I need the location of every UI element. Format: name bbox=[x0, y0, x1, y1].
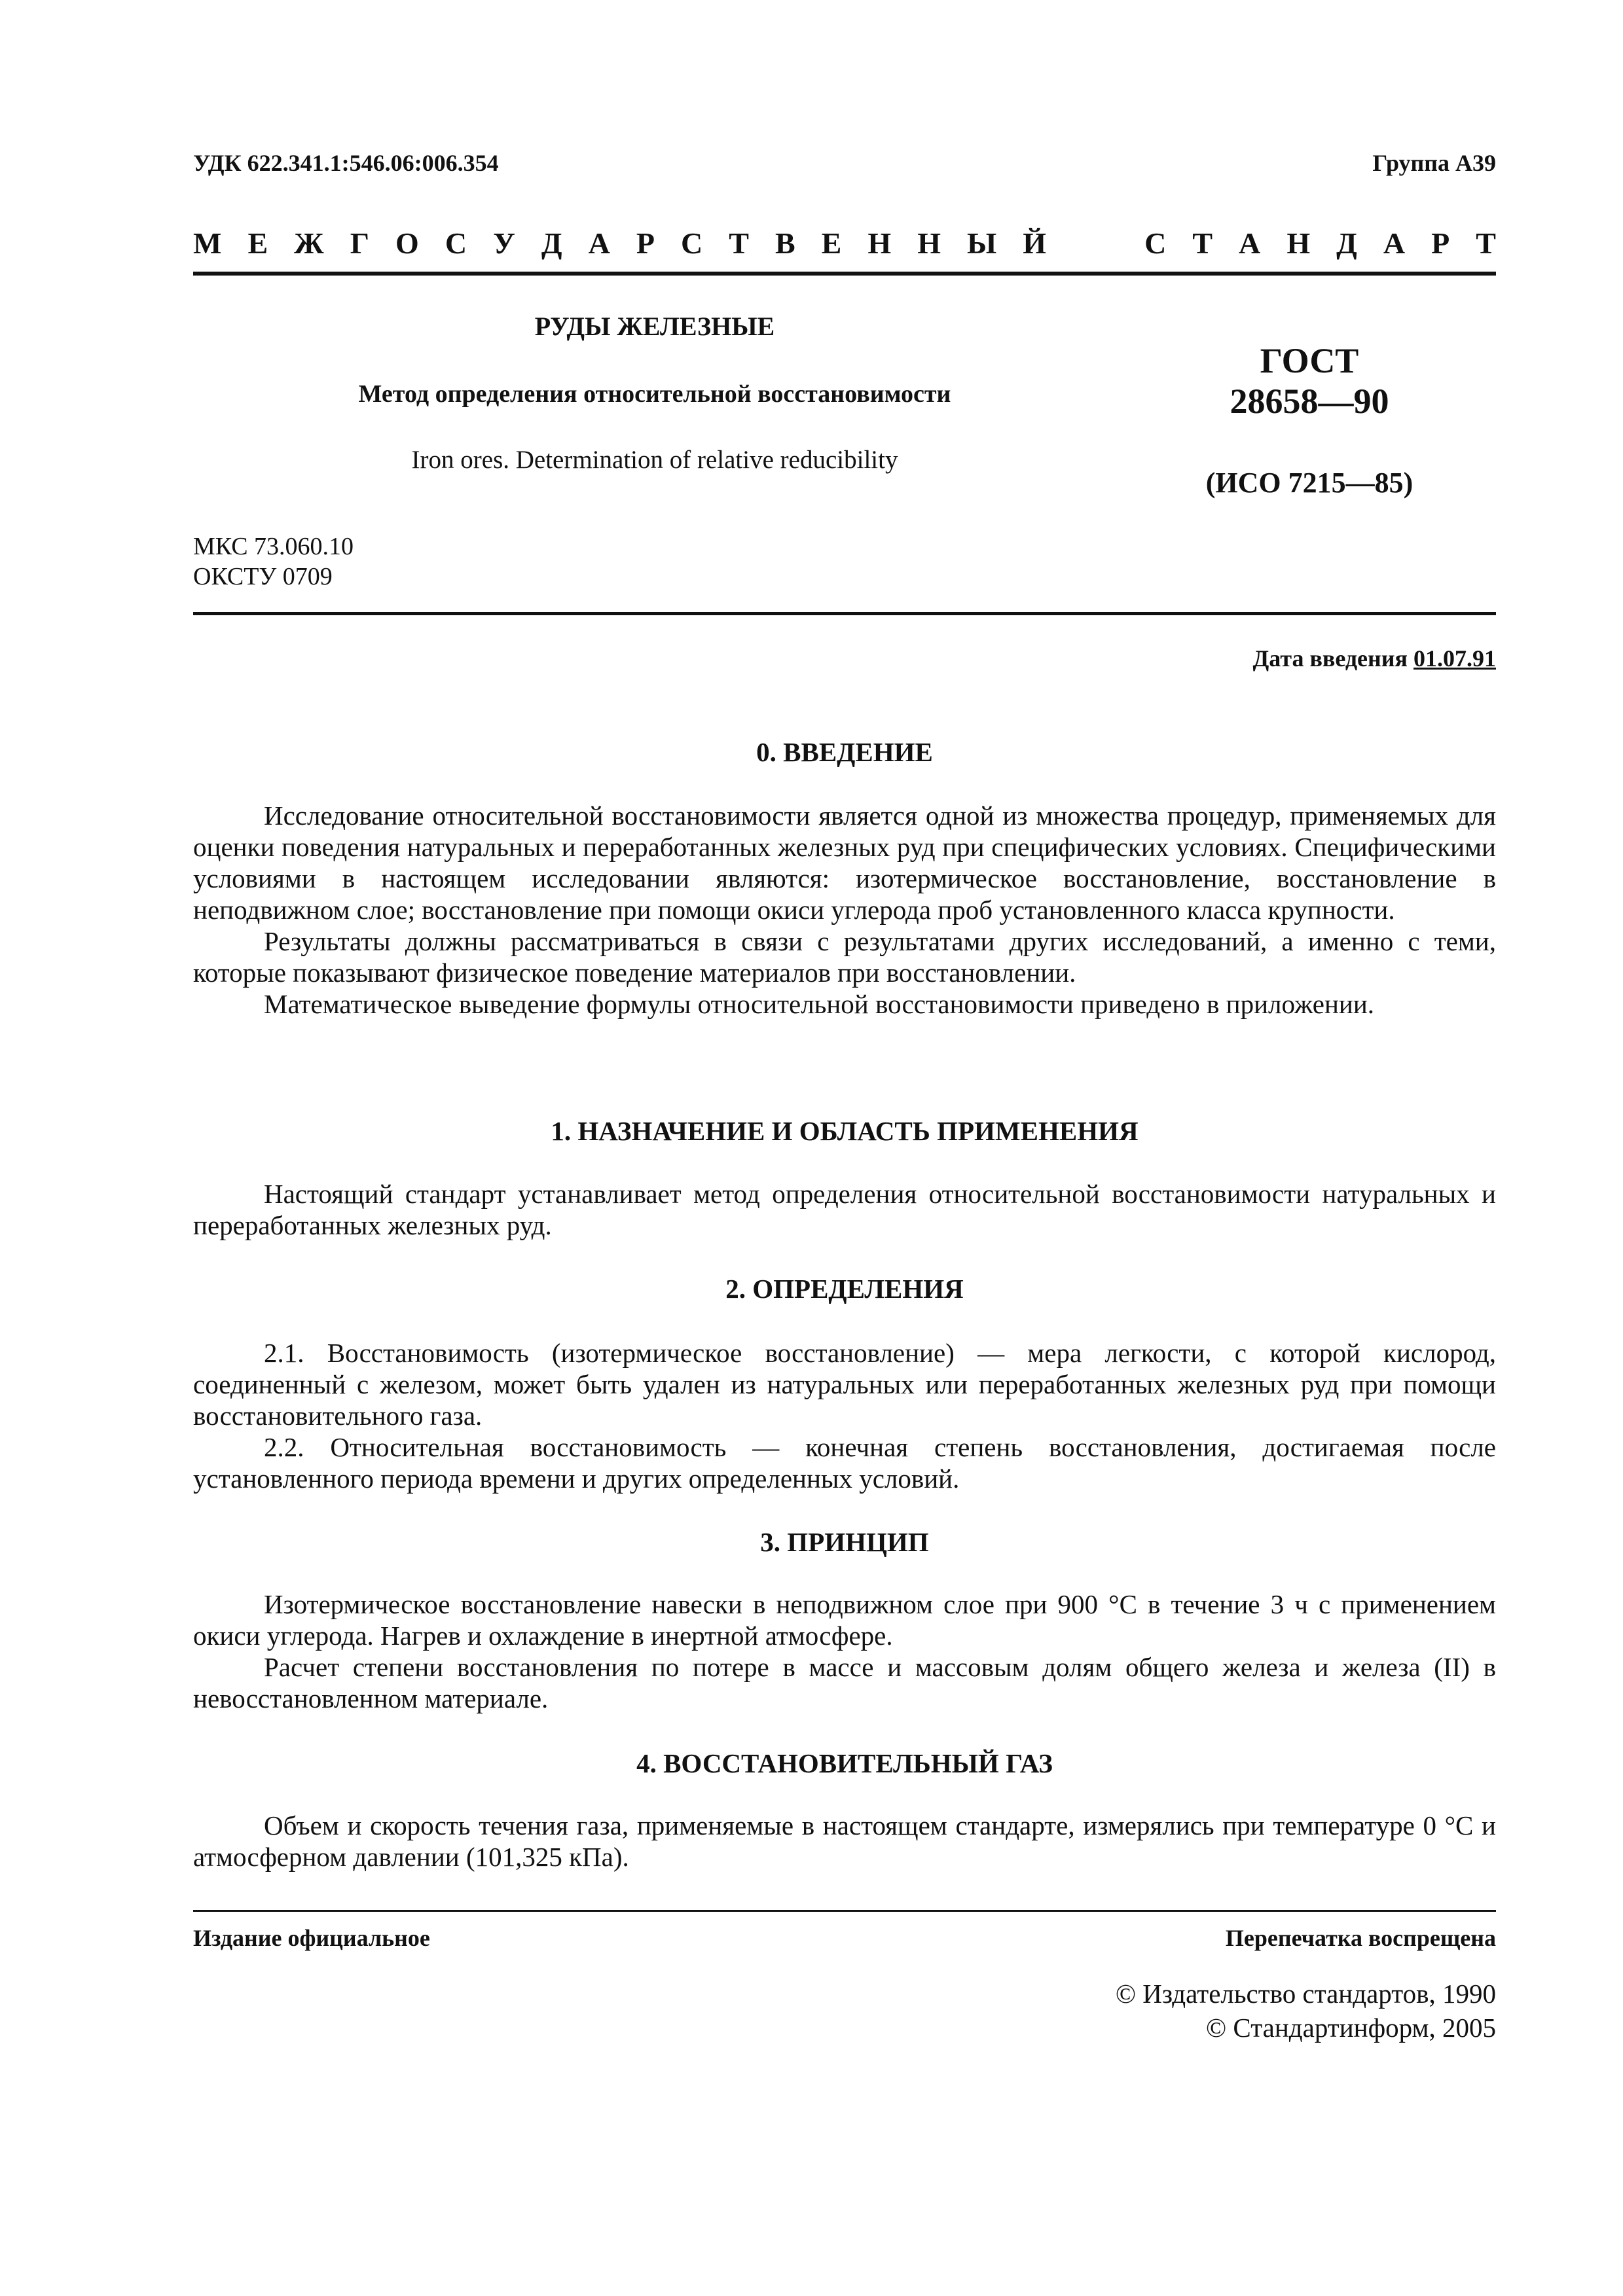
banner-letter: Р bbox=[1431, 226, 1450, 260]
banner-letter: Т bbox=[1192, 226, 1213, 260]
section-heading-1: 1. НАЗНАЧЕНИЕ И ОБЛАСТЬ ПРИМЕНЕНИЯ bbox=[551, 1116, 1139, 1146]
footer-rule bbox=[193, 1910, 1496, 1912]
banner-letter: Р bbox=[636, 226, 655, 260]
section-heading-4: 4. ВОССТАНОВИТЕЛЬНЫЙ ГАЗ bbox=[636, 1748, 1053, 1778]
banner-letter: Т bbox=[1476, 226, 1496, 260]
banner-letter: Н bbox=[917, 226, 941, 260]
copyright-line: © Стандартинформ, 2005 bbox=[1206, 2013, 1496, 2043]
reprint-note: Перепечатка воспрещена bbox=[1225, 1925, 1496, 1951]
banner-letter: У bbox=[493, 226, 515, 260]
banner-letter: С bbox=[1144, 226, 1167, 260]
section-body-4 bbox=[193, 1810, 1496, 1873]
date-value: 01.07.91 bbox=[1413, 645, 1496, 672]
paragraph: Результаты должны рассматриваться в связи с результатами других исследований, а именно с теми, которые показывают физическое поведение материалов при восстановлении. bbox=[193, 926, 1496, 988]
banner-letter: Г bbox=[350, 226, 369, 260]
document-subtitle: Метод определения относительной восстановимости bbox=[358, 380, 951, 408]
banner-letter: Н bbox=[867, 226, 892, 260]
edition-note: Издание официальное bbox=[193, 1925, 430, 1951]
banner-letter: М bbox=[193, 226, 222, 260]
paragraph: Исследование относительной восстановимости является одной из множества процедур, применяемых для оценки поведения натуральных и переработанных железных руд при специфических условиях. Специфическими условиями в настоящем исследовании являются: изотермическое восстановление, восстановление в неподвижном слое; восстановление при помощи окиси углерода проб установленного класса крупности. bbox=[193, 800, 1496, 925]
udk-code: УДК 622.341.1:546.06:006.354 bbox=[193, 150, 499, 176]
paragraph: Изотермическое восстановление навески в неподвижном слое при 900 °С в течение 3 ч с применением окиси углерода. Нагрев и охлаждение в инертной атмосфере. bbox=[193, 1589, 1496, 1651]
classification-codes bbox=[193, 531, 354, 592]
header-rule bbox=[193, 272, 1496, 276]
title-block-rule bbox=[193, 612, 1496, 615]
banner-letter: Ы bbox=[967, 226, 997, 260]
paragraph: 2.2. Относительная восстановимость — конечная степень восстановления, достигаемая после установленного периода времени и других определенных условий. bbox=[193, 1432, 1496, 1494]
paragraph: Расчет степени восстановления по потере в массе и массовым долям общего железа и железа (II) в невосстановленном материале. bbox=[193, 1652, 1496, 1713]
copyright-line: © Издательство стандартов, 1990 bbox=[1115, 1979, 1496, 2009]
introduction-date bbox=[1253, 645, 1497, 672]
banner-word-gap bbox=[1072, 226, 1118, 260]
banner-letter: А bbox=[1383, 226, 1406, 260]
english-title: Iron ores. Determination of relative reducibility bbox=[411, 446, 898, 474]
banner-letter: В bbox=[775, 226, 795, 260]
document-page bbox=[193, 0, 1496, 2296]
copyright-block bbox=[1116, 1977, 1496, 2045]
banner-letter: Д bbox=[541, 226, 562, 260]
paragraph: 2.1. Восстановимость (изотермическое восстановление) — мера легкости, с которой кислород, соединенный с железом, может быть удален из натуральных или переработанных железных руд при помощи восстановительного газа. bbox=[193, 1338, 1496, 1431]
gost-number: 28658—90 bbox=[1230, 382, 1389, 421]
paragraph: Математическое выведение формулы относительной восстановимости приведено в приложении. bbox=[264, 989, 1375, 1019]
section-body-3 bbox=[193, 1588, 1496, 1714]
paragraph: Настоящий стандарт устанавливает метод определения относительной восстановимости натуральных и переработанных железных руд. bbox=[193, 1179, 1496, 1240]
banner-letter: Н bbox=[1286, 226, 1311, 260]
gost-designation bbox=[1123, 340, 1496, 422]
banner-letter: А bbox=[1239, 226, 1261, 260]
banner-letter: О bbox=[395, 226, 419, 260]
banner-letter: Й bbox=[1023, 226, 1046, 260]
section-body-0 bbox=[193, 800, 1496, 1020]
date-label: Дата введения bbox=[1252, 645, 1408, 672]
okstu-code: ОКСТУ 0709 bbox=[193, 563, 333, 590]
banner-letter: Е bbox=[821, 226, 842, 260]
document-title: РУДЫ ЖЕЛЕЗНЫЕ bbox=[534, 312, 775, 341]
section-heading-3: 3. ПРИНЦИП bbox=[760, 1527, 929, 1557]
banner-letter: Ж bbox=[294, 226, 324, 260]
banner-letter: А bbox=[588, 226, 610, 260]
banner-letter: С bbox=[445, 226, 467, 260]
iso-reference: (ИСО 7215—85) bbox=[1205, 467, 1413, 499]
banner-letter: Т bbox=[729, 226, 749, 260]
mks-code: МКС 73.060.10 bbox=[193, 533, 354, 560]
interstate-standard-banner bbox=[193, 226, 1496, 260]
section-heading-0: 0. ВВЕДЕНИЕ bbox=[756, 737, 933, 767]
section-heading-2: 2. ОПРЕДЕЛЕНИЯ bbox=[725, 1274, 964, 1304]
banner-letter: С bbox=[680, 226, 703, 260]
banner-letter: Е bbox=[247, 226, 268, 260]
gost-label: ГОСТ bbox=[1260, 341, 1359, 380]
section-body-2 bbox=[193, 1337, 1496, 1494]
paragraph: Объем и скорость течения газа, применяемые в настоящем стандарте, измерялись при температуре 0 °С и атмосферном давлении (101,325 кПа). bbox=[193, 1810, 1496, 1872]
banner-letter: Д bbox=[1336, 226, 1357, 260]
group-code: Группа А39 bbox=[1372, 150, 1496, 176]
section-body-1 bbox=[193, 1178, 1496, 1241]
